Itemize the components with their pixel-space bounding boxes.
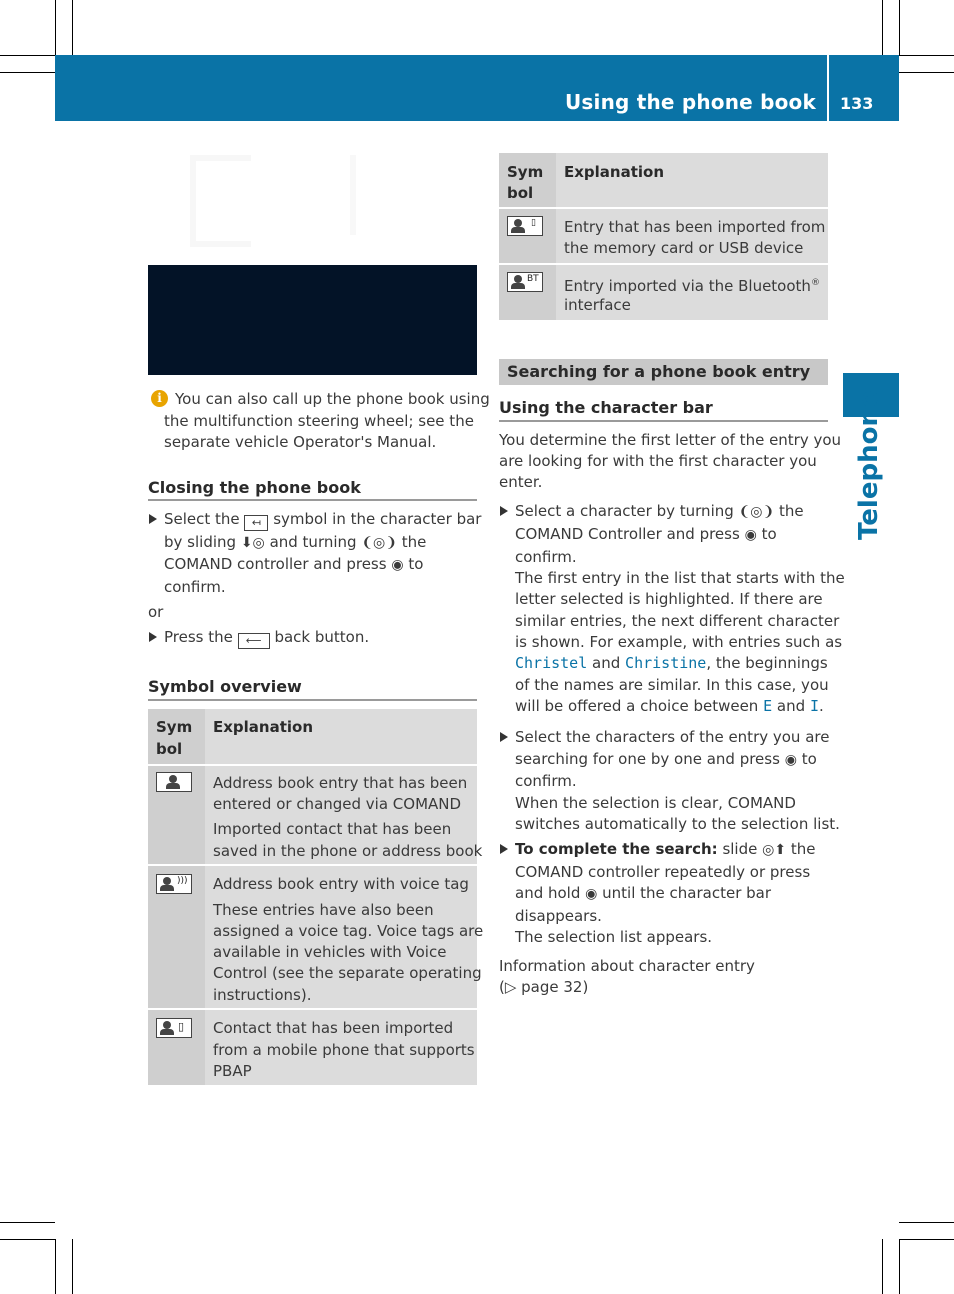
search-step1-line: similar entries, the next different character bbox=[515, 612, 840, 630]
turn-controller-icon: ❨◎❩ bbox=[361, 535, 398, 551]
heading-rule bbox=[148, 699, 477, 701]
text: by sliding bbox=[164, 533, 237, 551]
table-cell-line: Imported contact that has been bbox=[213, 820, 452, 838]
press-controller-icon: ◉ bbox=[784, 752, 797, 768]
text: Select the bbox=[164, 510, 240, 528]
search-step1-line: The first entry in the list that starts with the bbox=[515, 569, 845, 587]
text: to bbox=[801, 750, 817, 768]
search-step3-line: The selection list appears. bbox=[515, 928, 713, 946]
text: , the beginnings bbox=[706, 654, 828, 672]
text: and turning bbox=[269, 533, 357, 551]
text: will be offered a choice between bbox=[515, 697, 759, 715]
row-divider bbox=[148, 764, 477, 766]
intro-line: are looking for with the first character you bbox=[499, 452, 817, 470]
search-step1-line bbox=[515, 696, 824, 718]
back-symbol-icon: ↤ bbox=[244, 515, 268, 531]
text: COMAND Controller and press bbox=[515, 525, 740, 543]
table-cell-line: PBAP bbox=[213, 1062, 252, 1080]
table-cell-line: Address book entry with voice tag bbox=[213, 875, 469, 893]
example-letter: E bbox=[763, 697, 773, 715]
text: to bbox=[761, 525, 777, 543]
text: To complete the search: bbox=[515, 840, 718, 858]
crop-mark bbox=[72, 0, 73, 55]
search-step1-line: letter selected is highlighted. If there are bbox=[515, 590, 823, 608]
search-step2-line: confirm. bbox=[515, 772, 577, 790]
search-step3-line bbox=[515, 839, 815, 862]
turn-controller-icon: ❨◎❩ bbox=[738, 504, 775, 520]
table-cell-line: assigned a voice tag. Voice tags are bbox=[213, 922, 484, 940]
example-letter: I bbox=[809, 697, 819, 715]
closing-heading: Closing the phone book bbox=[148, 478, 361, 497]
crop-mark bbox=[0, 55, 55, 56]
row-divider bbox=[148, 864, 477, 866]
table-header-explanation: Explanation bbox=[564, 163, 665, 181]
example-entry: Christel bbox=[515, 654, 588, 672]
text: Press the bbox=[164, 628, 233, 646]
character-bar-heading: Using the character bar bbox=[499, 398, 713, 417]
heading-rule bbox=[499, 420, 828, 422]
header-divider bbox=[827, 55, 829, 121]
table-cell-line: Address book entry that has been bbox=[213, 774, 468, 792]
search-step1-line bbox=[515, 501, 804, 524]
crop-mark bbox=[882, 1239, 883, 1294]
search-step2-line: When the selection is clear, COMAND bbox=[515, 794, 796, 812]
contact-bluetooth-icon bbox=[507, 272, 543, 292]
search-step1-line bbox=[515, 653, 828, 675]
page-reference-link[interactable]: (▷ page 32) bbox=[499, 978, 589, 996]
section-heading: Searching for a phone book entry bbox=[507, 362, 811, 381]
text: the bbox=[790, 840, 816, 858]
page-number: 133 bbox=[840, 94, 874, 113]
crop-mark bbox=[899, 72, 954, 73]
crop-mark bbox=[0, 1222, 55, 1223]
press-controller-icon: ◉ bbox=[744, 527, 757, 543]
back-button-icon: ⟵ bbox=[238, 633, 270, 649]
search-step1-line: of the names are similar. In this case, you bbox=[515, 676, 829, 694]
row-divider bbox=[499, 207, 828, 209]
symbol-overview-heading: Symbol overview bbox=[148, 677, 302, 696]
slide-down-controller-icon: ⬇◎ bbox=[240, 535, 265, 551]
text: and bbox=[592, 654, 621, 672]
crop-mark bbox=[899, 0, 900, 55]
info-reference-line: Information about character entry bbox=[499, 957, 755, 975]
table-cell-line: available in vehicles with Voice bbox=[213, 943, 447, 961]
text: to bbox=[408, 555, 424, 573]
table-cell-line: from a mobile phone that supports bbox=[213, 1041, 475, 1059]
search-step3-line: COMAND controller repeatedly or press bbox=[515, 863, 811, 881]
crop-mark bbox=[882, 0, 883, 55]
text: slide bbox=[722, 840, 758, 858]
step-arrow-icon bbox=[500, 844, 508, 854]
closing-step1-line bbox=[164, 554, 423, 577]
table-header-explanation: Explanation bbox=[213, 718, 314, 736]
step-arrow-icon bbox=[149, 514, 157, 524]
table-cell-line: Control (see the separate operating bbox=[213, 964, 482, 982]
background-watermark bbox=[190, 155, 480, 250]
press-controller-icon: ◉ bbox=[585, 886, 598, 902]
text: Entry imported via the Bluetooth bbox=[564, 277, 811, 295]
page-title: Using the phone book bbox=[564, 90, 816, 114]
section-heading-bar bbox=[499, 359, 828, 385]
closing-step1-line bbox=[164, 509, 481, 531]
info-note-line: the multifunction steering wheel; see the bbox=[164, 412, 474, 430]
text: COMAND controller and press bbox=[164, 555, 387, 573]
step-arrow-icon bbox=[500, 506, 508, 516]
heading-rule bbox=[148, 499, 477, 501]
text: back button. bbox=[274, 628, 370, 646]
example-entry: Christine bbox=[625, 654, 707, 672]
crop-mark bbox=[899, 1239, 954, 1240]
crop-mark bbox=[55, 0, 56, 55]
text: the bbox=[779, 502, 804, 520]
info-icon: i bbox=[151, 390, 168, 407]
closing-step2-line bbox=[164, 627, 369, 649]
crop-mark bbox=[899, 1239, 900, 1294]
search-step1-line bbox=[515, 524, 777, 547]
contact-memory-card-icon: ▯ bbox=[507, 216, 543, 236]
row-divider bbox=[499, 263, 828, 265]
search-step3-line bbox=[515, 883, 771, 906]
crop-mark bbox=[72, 1239, 73, 1294]
text: until the character bar bbox=[602, 884, 772, 902]
search-step3-line: disappears. bbox=[515, 907, 602, 925]
crop-mark bbox=[899, 55, 954, 56]
table-cell-line: Entry that has been imported from bbox=[564, 218, 826, 236]
row-divider bbox=[148, 1008, 477, 1010]
step-arrow-icon bbox=[500, 732, 508, 742]
text: symbol in the character bar bbox=[273, 510, 482, 528]
table-header-symbol: Sym bbox=[507, 163, 544, 181]
step-arrow-icon bbox=[149, 632, 157, 642]
intro-line: enter. bbox=[499, 473, 543, 491]
table-cell-line: the memory card or USB device bbox=[564, 239, 804, 257]
text: . bbox=[818, 697, 824, 715]
text: and hold bbox=[515, 884, 581, 902]
text: Select a character by turning bbox=[515, 502, 734, 520]
table-cell-line: These entries have also been bbox=[213, 901, 434, 919]
table-cell-line bbox=[564, 273, 820, 298]
table-cell-line: Contact that has been imported bbox=[213, 1019, 454, 1037]
search-step1-line: confirm. bbox=[515, 548, 577, 566]
search-step2-line: Select the characters of the entry you are bbox=[515, 728, 830, 746]
closing-step1-line: confirm. bbox=[164, 578, 226, 596]
table-cell-line: interface bbox=[564, 296, 631, 314]
crop-mark bbox=[0, 72, 55, 73]
bt-badge: BT bbox=[527, 274, 539, 284]
contact-comand-icon bbox=[156, 772, 192, 792]
contact-pbap-icon: ▯ bbox=[156, 1018, 192, 1038]
crop-mark bbox=[899, 1222, 954, 1223]
contact-voice-tag-icon: ))) bbox=[156, 874, 192, 894]
search-step2-line bbox=[515, 749, 817, 772]
table-header-symbol: bol bbox=[156, 740, 183, 758]
table-header-symbol: Sym bbox=[156, 718, 193, 736]
search-step2-line: switches automatically to the selection list. bbox=[515, 815, 840, 833]
search-step1-line: is shown. For example, with entries such as bbox=[515, 633, 843, 651]
screen-image bbox=[148, 265, 477, 375]
table-cell-line: saved in the phone or address book bbox=[213, 842, 483, 860]
crop-mark bbox=[0, 1239, 55, 1240]
intro-line: You determine the first letter of the entry you bbox=[499, 431, 842, 449]
slide-up-controller-icon: ◎⬆ bbox=[762, 842, 787, 858]
press-controller-icon: ◉ bbox=[391, 557, 404, 573]
registered-mark: ® bbox=[810, 278, 820, 288]
text: the bbox=[401, 533, 427, 551]
closing-step1-line bbox=[164, 532, 426, 555]
table-cell-line: instructions). bbox=[213, 986, 312, 1004]
info-note-line: separate vehicle Operator's Manual. bbox=[164, 433, 437, 451]
table-cell-line: entered or changed via COMAND bbox=[213, 795, 462, 813]
crop-mark bbox=[55, 1239, 56, 1294]
info-note-line: You can also call up the phone book using bbox=[175, 390, 490, 408]
text: searching for one by one and press bbox=[515, 750, 780, 768]
or-text: or bbox=[148, 603, 164, 621]
table-header-symbol: bol bbox=[507, 184, 534, 202]
chapter-label: Telephone bbox=[854, 390, 884, 540]
text: and bbox=[776, 697, 806, 715]
